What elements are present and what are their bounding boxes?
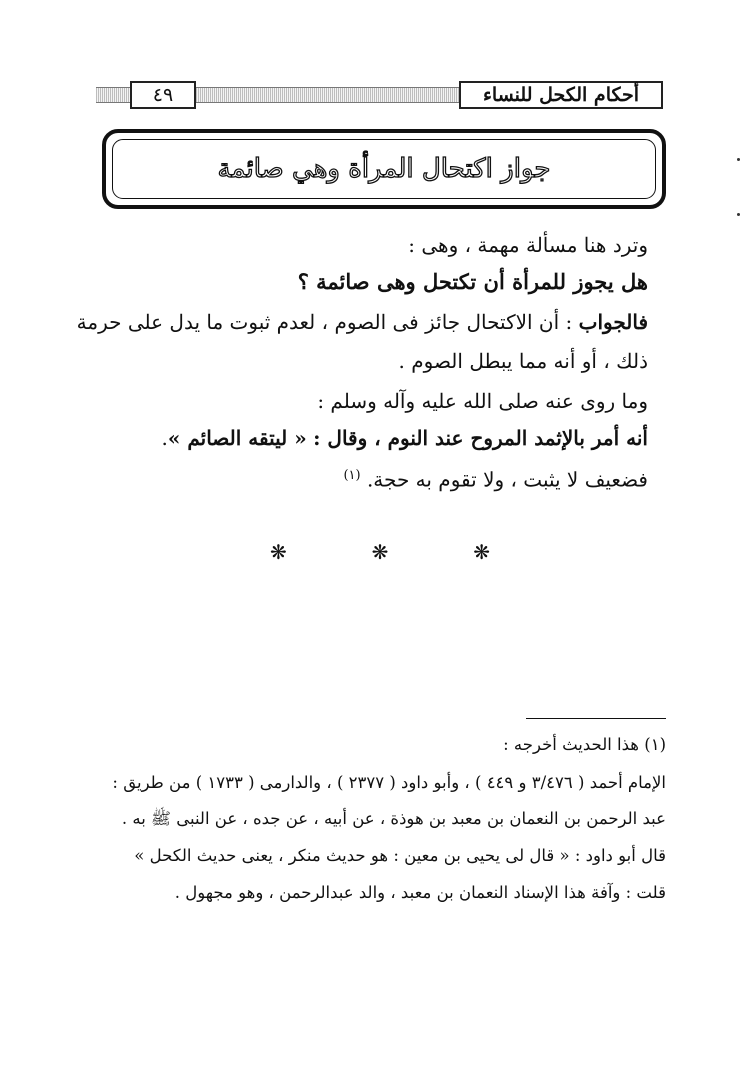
weak-statement-line (343, 462, 648, 494)
answer-text: : أن الاكتحال جائز فى الصوم ، لعدم ثبوت ما يدل على حرمة (76, 310, 573, 334)
answer-label: فالجواب (578, 310, 648, 334)
footnote-line: (١) هذا الحديث أخرجه : (503, 735, 666, 754)
separator-star-icon: ❋ (270, 540, 287, 564)
answer-continuation: ذلك ، أو أنه مما يبطل الصوم . (398, 349, 648, 373)
footnote-line: قلت : وآفة هذا الإسناد النعمان بن معبد ، والد عبدالرحمن ، وهو مجهول . (174, 883, 666, 902)
scan-speck (737, 213, 740, 216)
footnote-line: الإمام أحمد ( ٣/٤٧٦ و ٤٤٩ ) ، وأبو داود ( ٢٣٧٧ ) ، والدارمى ( ١٧٣٣ ) من طريق : (112, 773, 666, 792)
chapter-title: جواز اكتحال المرأة وهي صائمة (217, 154, 551, 184)
hadith-quote: « ليتقه الصائم » (167, 426, 307, 450)
answer-line (76, 308, 648, 336)
scan-speck (737, 158, 740, 161)
question-text: هل يجوز للمرأة أن تكتحل وهى صائمة ؟ (297, 269, 648, 294)
hadith-text: أنه أمر بالإثمد المروح عند النوم ، وقال : (313, 426, 648, 450)
separator-star-icon: ❋ (371, 540, 389, 564)
hadith-line (162, 424, 649, 452)
running-header (96, 81, 663, 107)
narration-intro: وما روى عنه صلى الله عليه وآله وسلم : (317, 389, 648, 413)
chapter-title-frame (102, 129, 666, 209)
footnote-divider (526, 718, 666, 719)
book-title: أحكام الكحل للنساء (459, 81, 663, 109)
paragraph-intro: وترد هنا مسألة مهمة ، وهى : (408, 233, 648, 257)
page-number: ٤٩ (130, 81, 196, 109)
weak-statement: فضعيف لا يثبت ، ولا تقوم به حجة. (366, 467, 648, 492)
footnote-line: قال أبو داود : « قال لى يحيى بن معين : هو حديث منكر ، يعنى حديث الكحل » (134, 846, 666, 865)
footnote-line: عبد الرحمن بن النعمان بن معبد بن هوذة ، عن أبيه ، عن جده ، عن النبى ﷺ به . (121, 809, 666, 828)
footnote-reference: (١) (343, 468, 361, 483)
question-line (298, 268, 648, 296)
hadith-end: . (161, 426, 168, 450)
chapter-title-inner-frame (112, 139, 656, 199)
separator-star-icon: ❋ (473, 540, 490, 564)
section-separator (270, 540, 490, 564)
